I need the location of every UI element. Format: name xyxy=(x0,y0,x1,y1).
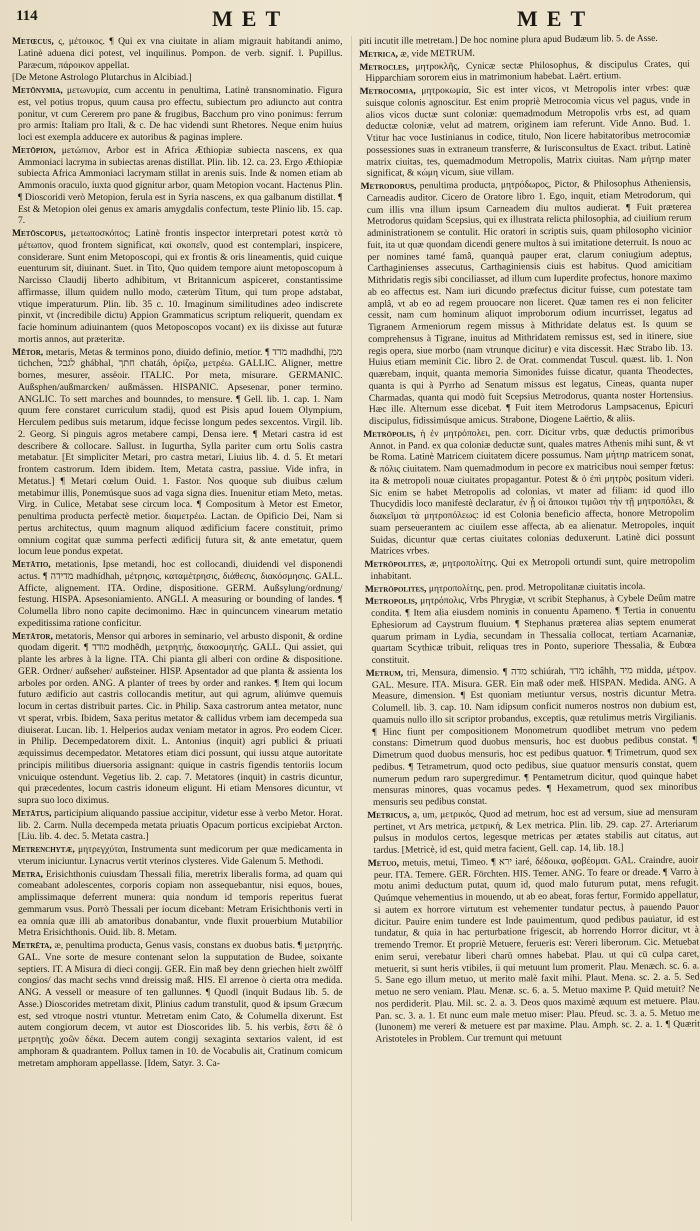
entry-text: æ, vide METRUM. xyxy=(400,47,476,60)
entry-headword: Metœcus, xyxy=(12,36,54,47)
entry-text: μητρεγχύται, Instrumenta sunt medicorum per quæ medicamenta in vterum iniciuntur. Lynacrus vertit vterinos clysteres. Vide Galenum 5. Methodi. xyxy=(18,844,343,867)
dictionary-entry xyxy=(12,347,343,559)
right-column xyxy=(359,33,700,1221)
dictionary-entry xyxy=(12,869,343,940)
entry-headword: Metrōpolites, xyxy=(365,582,427,595)
entry-text: a, um, μετρικός, Quod ad metrum, hoc est ad versum, siue ad mensuram pertinet, vt Ars metrica, μετρική, & Lex metrica. Plin. lib. 29. cap. 27. Arteriarum pulsus in modulos certos, legesque metricas per ætates stabilis aut citatus, aut tardus. [Metricè, id est, quid metra facient, Gell. cap. 14, lib. 18.] xyxy=(373,806,699,856)
dictionary-entry xyxy=(12,72,343,84)
entry-text: æ, μητροπολίτης. Qui ex Metropoli ortundi sunt, quire metropolim inhabitant. xyxy=(371,555,696,582)
entry-text: [De Metone Astrologo Plutarchus in Alcibiad.] xyxy=(12,72,192,84)
dictionary-entry xyxy=(12,228,343,346)
dictionary-entry xyxy=(365,556,696,583)
running-head xyxy=(12,6,690,36)
entry-headword: Metōscopus, xyxy=(12,228,66,239)
entry-text: piti incutit ille metretam.] De hoc nomine plura apud Budæum lib. 5. de Asse. xyxy=(359,32,659,47)
entry-headword: Metrodorus, xyxy=(361,180,417,192)
entry-text: ς, μέτοικος. ¶ Qui ex vna ciuitate in aliam migrauit habitandi animo, Latinè aduena dici potest, vel inquilinus. Pompon. de verb. signif. l. Pupillus. Paræcum, πάροικον appellat. xyxy=(18,36,343,71)
dictionary-entry xyxy=(366,664,698,808)
entry-headword: Mētor, xyxy=(12,346,44,358)
dictionary-entry xyxy=(368,806,699,856)
entry-headword: Metrica, xyxy=(359,48,399,60)
column-gutter xyxy=(351,36,352,1221)
entry-text: μητροκλῆς, Cynicæ sectæ Philosophus, & discipulus Crates, qui Hipparchiam sororem eius in matrimonium habebat. Laërt. ertium. xyxy=(365,58,691,85)
entry-text: metationis, Ipse metandi, hoc est collocandi, diuidendi vel disponendi actus. ¶ מדידה madhídhah, μέτρησις, καταμέτρησις, διάθεσις, διακόσμησις. GALL. Afficte, alignement. ITA. Ordine, dispositione. GERM. Außsylung/ordnung/ festung. HISPA. Apsesoniamiento. ANGLI. A measuring or bounding of landes. ¶ Columella libro nono capite decimonimo. Hæc in quincuncem vinearum metatio expeditissima ratione conficitur. xyxy=(18,559,343,629)
dictionary-entry xyxy=(12,844,343,868)
entry-text: μητροπολίτης, pen. prod. Metropolitanæ ciuitatis incola. xyxy=(429,580,646,594)
dictionary-entry xyxy=(365,593,696,667)
entry-text: metatoris, Mensor qui arbores in seminario, vel arbusto disponit, & ordine quodam digerit. ¶ מודד modhêdh, μετρητής, διακοσμητής. GALL. Qui assiet, qui plante les arbres à la ligne. ITA. Chi pianta gli alberi con ordine & dispositione. GER. Ordner/ außseher/ außsteiner. HISP. Apsentador ad que planta & assienta los arboles por orden. ANG. A planter of trees by order and rankes. ¶ Item qui locum futuro ædificio aut castris collocandis metitur, aut qui agrum, aliúmve quemuis locum in certas distribuit partes. Cic. in Philip. Saxa castrorum antea metator, nunc vt sperat, vrbis. Ibidem, Saxa peritus metator & callidus vrbem iam decempeda sua diuiserat. Lucan. lib. 1. Helperios audax veniam metator in agros. Pro eodem Cicer. in Philip. Decempedatorem dixit. L. Antonius (inquit) agri publici & priuati æquissimus decempedator. Metatores etiam dici possunt, qui iussu atque autoritate principis militibus diuersoria assignant: quique in castris figendis tentoriis locum vnicuique ostendunt. Vegetius lib. 2. cap. 7. Metatores (inquit) in castris dicuntur, qui præcedentes, locum castris idoneum eligunt. Hi etiam Mensores dicuntur, vt supra suo loco diximus. xyxy=(18,630,343,806)
entry-text: participium aliquando passiue accipitur, videtur esse à verbo Metor. Horat. lib. 2. Carm. Nulla decempeda metata priuatis Opacum porticus excipiebat Arcton. [Liu. lib. 4. dec. 5. Metata castra.] xyxy=(18,807,343,843)
entry-text: μετωνυμία, cum accentu in penultima, Latinè transnominatio. Figura est, vel potius tropus, quum causa pro effectu, subiectum pro adiuncto aut contra ponitur, vt cum Cererem pro pane & frugibus, Bacchum pro vino ponimus: ferrum pro armis: Italiam pro Itali, & c. De hac videndi sunt Rhetores. Neque enim huius loci est exempla adducere ex autoribus & paginas implere. xyxy=(18,85,343,143)
dictionary-entry xyxy=(12,808,343,843)
entry-headword: Metrum, xyxy=(366,667,404,679)
entry-headword: Metātor, xyxy=(12,630,53,642)
dictionary-entry xyxy=(361,178,694,428)
dictionary-entry xyxy=(368,854,700,1045)
running-title-right: MET xyxy=(517,6,595,31)
entry-text: μητροκωμία, Sic est inter vicos, vt Metropolis inter vrbes: quæ suisque colonis agnoscitur. Est enim propriè Metrocomia vicus vel pagus, vnde in alios vicos ductæ sunt coloniæ: quemadmodum Metropolis vrbs est, ad quam deductæ coloniæ, velut ad matrem, originem iam referunt. Vide Anno. Bud. 1. Vtitur hac voce Iustinianus in codice, titulo, Non licere habitatoribus metrocomiæ possessiones suas in extraneum transferre, & Iurisconsultus de Exact. tribut. Latinè matrix ciuitas, tes, quemadmodum Metropolis, Matrix ciuitas. Nam μήτηρ mater significat, & κώμη vicum, siue villam. xyxy=(366,82,692,180)
entry-headword: Metrēta, xyxy=(12,940,52,951)
dictionary-entry xyxy=(364,425,696,558)
entry-text: tri, Mensura, dimensio. ¶ מדה schiúrah, מדד ichâhh, מיד midda, μέτρον. GAL. Mesure. ITA. Misura. GER. Ein maß oder meß. HISPAN. Medida. ANG. A Measure, dimension. ¶ Est quoniam metiuntur versus, nostris dicuntur Metra. Columell. lib. 3. cap. 10. Nam idipsum conficit numeros nostros non dubium est, quamuis nullo illo sit scriptor probandus, exceptis, quæ retulimus metris Virgilianis. ¶ Hinc fiunt per compositionem Monometrum quodlibet metrum vno pedem constans: Dimetrum quod duobus mensuris, hoc est duobus pedibus constat. ¶ Dimetrum quod duobus mensuris, hoc est pedibus quatuor. ¶ Trimetrum, quod sex pedibus. ¶ Tetrametrum, quod octo pedibus, siue quatuor mensuris constat, quem numerum pedum raro supergredimur. ¶ Pentametrum dicitur, quod quinque habet mensuras minores, quas vocamus pedes. ¶ Hexametrum, quod sex minoribus mensuris seu pedibus constat. xyxy=(372,664,698,808)
dictionary-entry xyxy=(12,940,343,1069)
entry-text: ἡ ἐν μητρόπολει, pen. corr. Dicitur vrbs, quæ deductis primoribus Annot. in Pand. ex qua coloniæ deductæ sunt, quales matres Athenis mihi sunt, & vt be Roma. Latinè Matricem ciuitatem dicere possumus. Nam μήτηρ matricem sonat, & πόλις ciuitatem. Nam quemadmodum in pecore ex matricibus noui semper fœtus: ita & metropoli nouæ ciuitates propagantur. Potest & ὁ ἐπὶ μητρὸς positum videri. Sic enim se habet Metropolis ad colonias, vt mater ad filiam: id quod illo Thucydidis loco manifestè declaratur, ἐν ᾗ οἱ ἄποικοι τιμῶσι τὴν τῇ μητροπόλει, & διακεῖμαι τὰ μητροπόλεως: id est Colonia beneficio affecta, honore Metropolim suam perseuerantem ac ciuilem esse affecta, ab ea alienatur. Metropoles, inquit Suidas, dicuntur quæ certas ciuitates colonias deduxerunt. Latinè dici possunt Matrices vrbes. xyxy=(369,425,696,558)
entry-text: μητρόπολις, Vrbs Phrygiæ, vt scribit Stephanus, à Cybele Deûm matre condita. ¶ Item alia eiusdem nominis in conuentu Apameno. ¶ Tertia in conuentu Ephesiorum ad Caystrum fluuium. ¶ Stephanus præterea alias septem enumerat quarum primam in Lydia, secundam in Thessalia collocat, tertiam Acarnaniæ, quartam Scythicæ tribuit, reliquas tres in Ponto, superiore Thessalia, & Eubœa constituit. xyxy=(371,592,697,666)
dictionary-entry xyxy=(12,559,343,630)
dictionary-entry xyxy=(360,58,691,85)
entry-headword: Metuo, xyxy=(368,857,400,869)
entry-headword: Metrocles, xyxy=(359,60,410,73)
dictionary-entry xyxy=(12,85,343,144)
entry-text: μετωποσκόπος; Latinè frontis inspector interpretari potest κατὰ τὸ μέτωπον, quod frontem significat, καὶ σκοπεῖν, quod est contemplari, inspicere, considerare. Sunt enim Metoposcopi, qui ex frontis & oris lineamentis, quid cuique euenturum sit, diuinant. Suet. in Tito, Quo quidem tempore aiunt metoposcopum à Narcisso Claudij liberto adhibitum, vt Britannicum aspiceret, constantissime affirmasse, illum quidem nullo modo, cæterùm Titum, qui tum prope adstabat, vtique imperaturum. Plin. lib. 35 c. 10. Imaginum similitudines adeo indiscrete pinxit, vt (incredibile dictu) Appion Grammaticus scriptum reliquerit, quendam ex facie hominum adiuinantem (quos Metoposcopos vocant) ex iis dixisse aut futuræ mortis annos, aut præteritæ. xyxy=(18,228,343,345)
dictionary-entry xyxy=(360,83,691,180)
left-column xyxy=(12,36,343,1221)
page-number: 114 xyxy=(16,8,38,24)
entry-text: penultima producta, μητρόδωρος, Pictor, & Philosophus Atheniensis, Carneadis auditor. Cicero de Oratore libro 1. Ego, inquit, etiam Metrodorum, qui cum illis vna illum ipsum Carneadem diu multos audierat. ¶ Fuit præterea Metrodorus quidam Scepsius, qui ex illustrata relicta philosophia, ad ciuilium rerum administrationem se contulit. Hic oratori in scriptis suis, quam philosopho vicinior fuit, ita ut quæ quondam dicendi genere multos à sui imitatione deterruit. Is nouo ac per nomines tamé famâ, quanquà pauper erat, clarum coniugium adeptus, Carthaginienses assecutus, Carthaginiensis ciuis est habitus. Quod amicitiam Mithridatis regis sibi conciliasset, ad illum cum Iuperdite profectus, honore maximo ab eo affectus est. Nam iuri dicundo præfectus dicitur fuisse, cum potestate tam amplâ, vt ab eo ad regem prouocare non liceret. Quæ tamen res ei non feliciter cessit, nam cum hominum aliquot improborum odium incurrisset, legatus ad Tigranem Armeniorum regem missus à Mithridate delatus est. Is quum se comprehensus à Tigrane, inuitus ad Mithridatem remissus est, sed in itinere, siue regis opera, siue morbo (nam vtrunque dicitur) e vita discessit. Hæc Strabo lib. 13. Huius etiam meminit Cic. libro 2. de Orat. commendat Tuscul. quæst. lib. 1. Non quærebam, inquit, quanta memoria Simonides fuisse dicatur, quanta Theodectes, quanta is qui à Pyrrho ad Senatum missus est legatus, Cineas, quanta nuper Charmadas, quanta qui modò fuit Scepsius Metrodorus, quanta noster Hortensius. Hæc ille. Alternum esse dicebat. ¶ Fuit item Metrodorus Lampsacenus, Epicuri discipulus, fidissimúsque amicus. Strabone, Diogene Laërtio, & aliis. xyxy=(367,177,694,427)
dictionary-entry xyxy=(12,631,343,807)
entry-headword: Metropolis, xyxy=(365,595,418,608)
entry-headword: Metātio, xyxy=(12,559,51,570)
running-title-left: MET xyxy=(212,6,290,31)
entry-headword: Metrocomia, xyxy=(360,85,417,97)
entry-headword: Metōpion, xyxy=(12,144,56,156)
entry-text: Erisichthonis cuiusdam Thessali filia, meretrix liberalis forma, ad quam qui comeabant adolescentes, corporis copiam non assequebantur, nisi equos, boues, amplissimaque deferrent munera: quia nondum id temporis reperitus fuerat gemmarum vsus. Porrò Thessali per iocum dicebant: Metram Erisichthonis verti in ea omnia quæ illi ab amatoribus donabantur, vnde fluxit prouerbium Mutabilior Metra Erisichthonis. Ouid. lib. 8. Metam. xyxy=(18,868,343,939)
entry-headword: Metrōpolites, xyxy=(364,558,427,570)
dictionary-entry xyxy=(12,36,343,71)
entry-text: μετώπιον, Arbor est in Africa Æthiopiæ subiecta nascens, ex qua Ammoniaci lacryma in subiectas arenas distillat. Plin. lib. 12. ca. 23. Ergo Æthiopiæ subiecta Africa Ammoniaci lacrymam stillat in arenis suis. Inde & nomen etiam ab Ammonis oraculo, iuxta quod gignitur arbor, quam Metopion vocant. Hactenus Plin. ¶ Dioscoridi verò Metopion, ferula est in Syria nascens, ex qua galbanum distillat. ¶ Est & Metopion olei genus ex amaris amygdalis confectum, teste Plinio lib. 15. cap. 7. xyxy=(18,144,343,227)
entry-text: æ, penultima producta, Genus vasis, constans ex duobus batis. ¶ μετρητής. GAL. Vne sorte de mesure contenant selon la supputation de Budee, soixante septiers. IT. A Misura di dieci congij. GER. Ein maß bey denn griechen hielt zwölff congios/ das macht sechs vnnd dreissig maß. HIS. El arrenoe ò cierta otra medida. ANG. A vessell or measure of ten gallunnes. ¶ Quodl (inquit Budaus lib. 5. de Asse.) Dioscorides metretam dixit, Plinius cadum transtulit, quod & ipsum Græcum est, sed vtroque nostri vtuntur. Metretam enim Cato, & Columella dixerunt. Est autem congiorum decem, vt autor est Dioscorides lib. 5. his verbis, ἔστι δὲ ὁ μετρητὴς χοῶν δέκα. Decem autem congij sexaginta sextarios valent, id est amphoram & quadrantem. Pollux tamen in 10. de Vocabulis ait, Cratinum comicum metretam amphoram appellasse. [Idem, Satyr. 3. Ca- xyxy=(18,940,343,1069)
dictionary-entry xyxy=(12,145,343,227)
entry-headword: Metōnymia, xyxy=(12,85,63,96)
entry-text: metuis, metui, Timeo. ¶ ירא iaré, δέδοικα, φοβέομαι. GAL. Craindre, auoir peur. ITA. Temere. GER. Förchten. HIS. Temer. ANG. To feare or dreade. ¶ Varro à motu animi deductum putat, quum id, quod malo futurum putat, mens refugit. Quúmque vehementius in mouendo, ut ab eo abeat, foras fertur, Formido appellatur, si autem ex horrore virtutum est vehementer tundatur pectus, à pauendo Pauor dicitur. Pauire enim tundere est Inde pauimentum, quod pedibus pauiatur, id est tundatur, & quia in hac perturbatione frigescit, ab horrendo Horror dicitur, vt à tremendo Tremor. Et propriè Metuere, ferueris est: Vereri liberorum. Cic. Metuebat enim serui, verebatur liberi charū omnes habebat. Plau. ut qui cū culpa caret, metuerit, si sunt heris vtibiles, ii qui metuunt lum promerit. Plau. Menæch. sc. 6. a. 5. Sane ego illum metuo, ut merito malè faxit mihi. Plaut. Mena. sc. 2. a. 5. Sed metuo ne sero veniam. Plau. Menæ. sc. 6. a. 5. Metuo maxime P. Quid metuit? Ne nos perdiderit. Plau. Mil. sc. 2. a. 3. Deos quos maximè æquum est metuere. Plau. Pan. sc. 3. a. 1. Et nunc eum male metuo miser: Plau. Pfeud. sc. 3. a. 5. Metuo me (Iunonem) me vereri & metuere est par maxime. Plau. Amph. sc. 2. a. 1. ¶ Quærit Aristoteles in Problem. Cur tremunt qui metuunt xyxy=(374,854,700,1045)
entry-text: metaris, Metas & terminos pono, diuido definio, metior. ¶ מדד madhdhi, ממן tichchen, לגבל ghábhal, חתך chatáh, ὁρίζω, μετρέω. GALLIC. Aligner, mettre bornes, mesurer, assëoir. ITALIC. Por meta, misurare. GERMANIC. Außsphen/außmarcken/ außmässen. HISPANIC. Apsesenar, poner termino. ANGLIC. To sett marches and bounndes, to mensure. ¶ Gell. lib. 1. cap. 1. Nam quum fere constaret curriculum stadij, quod est Pisis apud Iouem Olympium, Herculem pedibus suis metarum, idque fecisse longum pedes sexcentos. Virgil. lib. 2. Georg. Si pinguis agros metabere campi, Densa iere. ¶ Metari castra id est describere & collocare. Sallust. in Iugurtha, Sylla pariter cum ortu Solis castra metabatur. [Et simpliciter Metari, pro castra metari, Liuius lib. 4. d. 5. Et metari frontem castrorum. Idem ibidem. Item, Metata castra, passiue. Vide infra, in Metatus.] ¶ Metari cœlum Ouid. 1. Fastor. Nos quoque sub diuibus cælum metabimur illis, Ponemúsque suos ad vaga signa dies. Inuenitur etiam Meto, metas. Virg. in Culice, Metabat sese circum loca. ¶ Compositum à Metor est Emetor, penultima producta perfectè metior. διαμετρέω. Lactan. de Opificio Dei, Nam si pertus architectus, quum magnum aliquod ædificium facere constituit, primo omnium cogitat quæ summa perfecti ædificij futura sit, & ante emetatur, quem locum leue pondus expetat. xyxy=(18,346,343,558)
entry-headword: Metricus, xyxy=(367,809,411,821)
entry-headword: Metrōpolis, xyxy=(363,428,417,440)
text-columns xyxy=(12,32,700,1221)
entry-headword: Metrenchytæ, xyxy=(12,844,75,855)
entry-headword: Metātus, xyxy=(12,807,52,819)
entry-headword: Metra, xyxy=(12,868,43,880)
